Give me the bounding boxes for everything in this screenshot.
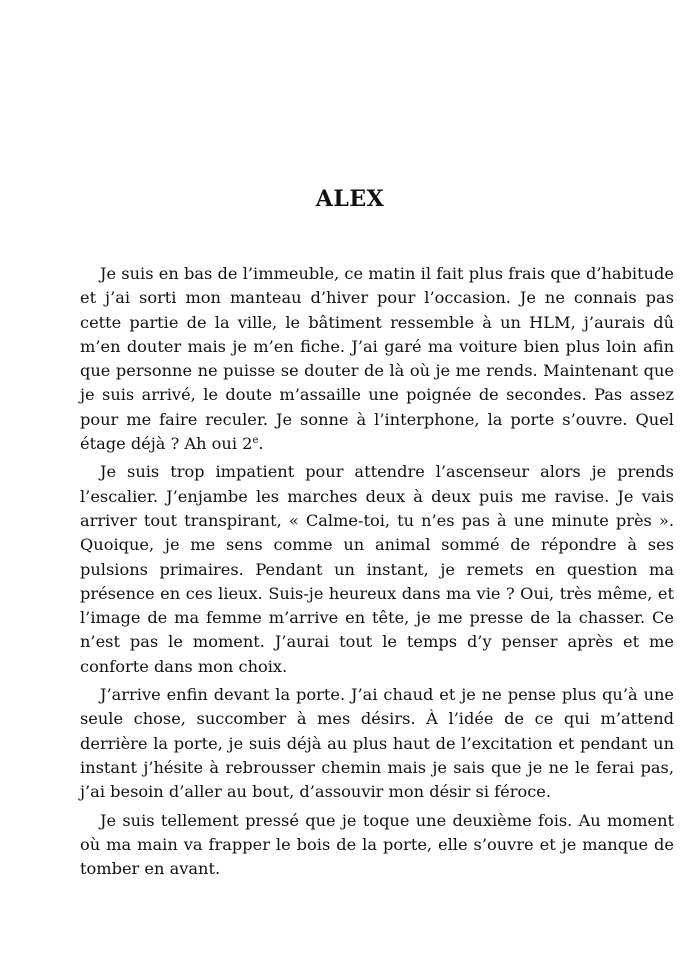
chapter-body <box>80 262 674 885</box>
paragraph-1 <box>80 262 674 456</box>
paragraph-4: Je suis tellement pressé que je toque une deuxième fois. Au moment où ma main va frapper le bois de la porte, elle s’ouvre et je manque de tomber en avant. <box>80 810 674 879</box>
ordinal-superscript: e <box>252 435 259 447</box>
chapter-title: ALEX <box>315 186 385 212</box>
paragraph-1-text: Je suis en bas de l’immeuble, ce matin il fait plus frais que d’habitude et j’ai sorti mon manteau d’hiver pour l’occasion. Je ne connais pas cette partie de la ville, le bâtiment ressemble à un HLM, j’aurais dû m’en douter mais je m’en fiche. J’ai garé ma voiture bien plus loin afin que personne ne puisse se douter de là où je me rends. Maintenant que je suis arrivé, le doute m’assaille une poignée de secondes. Pas assez pour me faire reculer. Je sonne à l’interphone, la porte s’ouvre. Quel étage déjà ? Ah oui 2 <box>80 264 674 454</box>
paragraph-3: J’arrive enfin devant la porte. J’ai chaud et je ne pense plus qu’à une seule chose, succomber à mes désirs. À l’idée de ce qui m’attend derrière la porte, je suis déjà au plus haut de l’excitation et pendant un instant j’hésite à rebrousser chemin mais je sais que je ne le ferai pas, j’ai besoin d’aller au bout, d’assouvir mon désir si féroce. <box>80 685 674 802</box>
paragraph-1-tail: . <box>258 434 264 454</box>
paragraph-2: Je suis trop impatient pour attendre l’ascenseur alors je prends l’escalier. J’enjambe les marches deux à deux puis me ravise. Je vais arriver tout transpirant, « Calme-toi, tu n’es pas à une minute près ». Quoique, je me sens comme un animal sommé de répondre à ses pulsions primaires. Pendant un instant, je remets en question ma présence en ces lieux. Suis-je heureux dans ma vie ? Oui, très même, et l’image de ma femme m’arrive en tête, je me presse de la chasser. Ce n’est pas le moment. J’aurai tout le temps d’y penser après et me conforte dans mon choix. <box>80 462 674 676</box>
